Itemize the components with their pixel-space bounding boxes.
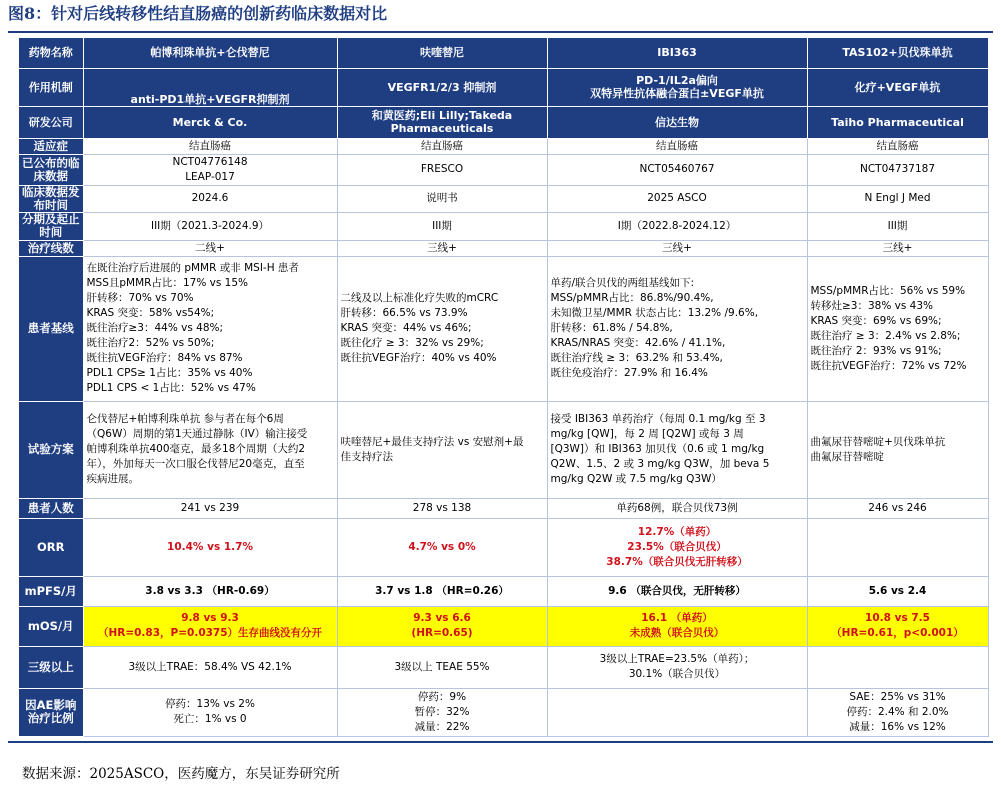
mechanism-line: anti-PD1单抗+VEGFR抑制剂 (130, 92, 290, 106)
regimen-line: 呋喹替尼+最佳支持疗法 vs 安慰剂+最 (340, 435, 524, 448)
baseline-line: KRAS 突变：69% vs 69%; (810, 314, 942, 327)
mos-line: 9.3 vs 6.6 (413, 612, 471, 624)
baseline-line: 既往抗VEGF治疗：84% vs 87% (86, 352, 243, 364)
published-cell (337, 154, 547, 185)
grade3-line: 3级以上TRAE：58.4% VS 42.1% (128, 660, 292, 673)
regimen-line: mg/kg [QW]，每 2 周 [Q2W] 或每 3 周 (550, 428, 744, 440)
row-label: 研发公司 (19, 106, 83, 138)
baseline-line: MSS/pMMR占比：56% vs 59% (810, 284, 966, 297)
grade3-cell (83, 646, 337, 688)
grade3-cell (547, 646, 807, 688)
row-pubtime (19, 185, 988, 212)
ae-line: 停药：9% (417, 690, 467, 703)
mos-cell (807, 606, 988, 646)
patients-cell: 278 vs 138 (337, 498, 547, 518)
ae-line: 暂停：32% (414, 705, 470, 718)
regimen-line: 仑伐替尼+帕博利珠单抗 参与者在每个6周 (86, 413, 284, 425)
row-label: 分期及起止时间 (19, 212, 83, 240)
orr-cell (807, 518, 988, 576)
mechanism-cell (807, 68, 988, 106)
regimen-line: Q2W、1.5、2 或 3 mg/kg Q3W，加 beva 5 (550, 458, 770, 470)
row-label: 治疗线数 (19, 240, 83, 256)
ae-line: 减量：22% (414, 720, 470, 733)
baseline-line: 转移灶≥3：38% vs 43% (810, 299, 934, 312)
mpfs-cell: 9.6 （联合贝伐，无肝转移） (547, 576, 807, 606)
lines-cell: 二线+ (83, 240, 337, 256)
row-company (19, 106, 988, 138)
mos-line: 未成熟（联合贝伐） (629, 627, 725, 639)
ae-line: 停药：2.4% 和 2.0% (846, 705, 949, 718)
company-cell (547, 106, 807, 138)
company-line: Taiho Pharmaceutical (831, 115, 964, 129)
regimen-cell (337, 401, 547, 498)
row-regimen (19, 401, 988, 498)
indication-cell: 结直肠癌 (547, 138, 807, 154)
top-rule (8, 31, 993, 33)
source-note: 数据来源：2025ASCO，医药魔方，东吴证券研究所 (22, 766, 340, 782)
orr-line: 23.5%（联合贝伐） (627, 540, 727, 553)
row-orr (19, 518, 988, 576)
baseline-line: 既往免疫治疗：27.9% 和 16.4% (550, 367, 708, 379)
baseline-line: 二线及以上标准化疗失败的mCRC (340, 292, 499, 304)
baseline-cell (547, 256, 807, 401)
baseline-line: 单药/联合贝伐的两组基线如下: (550, 277, 695, 289)
row-label: 临床数据发布时间 (19, 185, 83, 212)
published-line: NCT04737187 (859, 163, 936, 175)
orr-line: 4.7% vs 0% (408, 540, 476, 553)
orr-cell (547, 518, 807, 576)
lines-cell: 三线+ (547, 240, 807, 256)
mos-line: 16.1 （单药） (641, 612, 713, 624)
phase-cell: I期（2022.8-2024.12） (547, 212, 807, 240)
orr-cell (337, 518, 547, 576)
drug-name-cell: IBI363 (547, 38, 807, 68)
row-label: 作用机制 (19, 68, 83, 106)
row-label: 患者基线 (19, 256, 83, 401)
patients-cell: 241 vs 239 (83, 498, 337, 518)
mechanism-line: 化疗+VEGF单抗 (854, 80, 941, 94)
grade3-line: 3级以上TRAE=23.5%（单药）； (599, 653, 755, 665)
row-label: ORR (19, 518, 83, 576)
ae-cell (807, 688, 988, 736)
baseline-line: 既往抗VEGF治疗：40% vs 40% (340, 352, 497, 364)
row-drug (19, 38, 988, 68)
company-line: 和黄医药;Eli Lilly;Takeda (371, 109, 513, 122)
grade3-line: 30.1%（联合贝伐） (628, 668, 726, 680)
baseline-line: 既往抗VEGF治疗：72% vs 72% (810, 359, 967, 372)
baseline-cell (807, 256, 988, 401)
mos-line: 9.8 vs 9.3 (181, 612, 239, 624)
published-line: LEAP-017 (185, 170, 235, 183)
row-grade3 (19, 646, 988, 688)
baseline-line: 肝转移：66.5% vs 73.9% (340, 307, 468, 319)
mos-line: （HR=0.83，P=0.0375）生存曲线没有分开 (97, 627, 323, 639)
baseline-line: 既往化疗 ≥ 3：32% vs 29%; (340, 337, 484, 349)
mechanism-cell (547, 68, 807, 106)
baseline-line: 既往治疗 ≥ 3：2.4% vs 2.8%; (810, 329, 961, 342)
ae-cell (547, 688, 807, 736)
mos-cell (547, 606, 807, 646)
grade3-line: 3级以上 TEAE 55% (394, 660, 490, 673)
ae-line: 停药：13% vs 2% (165, 698, 255, 710)
mpfs-cell: 3.8 vs 3.3 （HR-0.69） (83, 576, 337, 606)
baseline-line: 肝转移：61.8% / 54.8%, (550, 322, 673, 334)
drug-name-cell: 呋喹替尼 (337, 38, 547, 68)
row-patients (19, 498, 988, 518)
regimen-cell (83, 401, 337, 498)
phase-cell: III期 (337, 212, 547, 240)
regimen-line: 接受 IBI363 单药治疗（每周 0.1 mg/kg 至 3 (550, 413, 766, 425)
mpfs-cell: 3.7 vs 1.8 （HR=0.26） (337, 576, 547, 606)
patients-cell: 246 vs 246 (807, 498, 988, 518)
drug-name-cell: TAS102+贝伐珠单抗 (807, 38, 988, 68)
baseline-line: 未知微卫星/MMR 状态占比：13.2% /9.6%, (550, 307, 759, 319)
mechanism-line: VEGFR1/2/3 抑制剂 (387, 80, 497, 94)
published-line: FRESCO (420, 163, 464, 175)
baseline-line: MSS且pMMR占比：17% vs 15% (86, 277, 249, 289)
row-label: 三级以上 (19, 646, 83, 688)
orr-line: 10.4% vs 1.7% (167, 540, 253, 553)
company-line: Pharmaceuticals (390, 122, 494, 135)
regimen-line: 曲氟尿苷替嘧啶 (810, 450, 884, 463)
company-line: Merck & Co. (172, 115, 248, 129)
baseline-line: KRAS/NRAS 突变：42.6% / 41.1%, (550, 337, 726, 349)
row-label: 因AE影响治疗比例 (19, 688, 83, 736)
ae-line: SAE：25% vs 31% (849, 690, 946, 703)
row-indication (19, 138, 988, 154)
published-cell (807, 154, 988, 185)
bottom-rule (8, 741, 993, 743)
baseline-line: 既往治疗≥3：44% vs 48%; (86, 322, 224, 334)
regimen-line: 年），外加每天一次口服仑伐替尼20毫克，直至 (86, 458, 305, 470)
row-baseline (19, 256, 988, 401)
patients-cell: 单药68例，联合贝伐73例 (547, 498, 807, 518)
row-label: 已公布的临床数据 (19, 154, 83, 185)
row-ae (19, 688, 988, 736)
published-cell (83, 154, 337, 185)
mechanism-cell (83, 68, 337, 106)
baseline-line: KRAS 突变：44% vs 46%; (340, 322, 472, 334)
ae-line: 死亡：1% vs 0 (173, 713, 247, 725)
baseline-line: PDL1 CPS < 1占比：52% vs 47% (86, 382, 256, 394)
pubtime-cell: 说明书 (337, 185, 547, 212)
regimen-line: （Q6W）周期的第1天通过静脉（IV）输注接受 (86, 428, 308, 440)
baseline-cell (83, 256, 337, 401)
ae-line: 减量：16% vs 12% (849, 720, 946, 733)
published-cell (547, 154, 807, 185)
baseline-line: KRAS 突变：58% vs54%; (86, 307, 215, 319)
orr-line: 38.7%（联合贝伐无肝转移） (606, 555, 748, 568)
ae-cell (83, 688, 337, 736)
mos-line: (HR=0.65) (411, 627, 473, 639)
mpfs-cell: 5.6 vs 2.4 (807, 576, 988, 606)
row-label: mPFS/月 (19, 576, 83, 606)
baseline-line: MSS/pMMR占比：86.8%/90.4%, (550, 292, 714, 304)
baseline-line: PDL1 CPS≥ 1占比：35% vs 40% (86, 367, 253, 379)
grade3-cell (337, 646, 547, 688)
indication-cell: 结直肠癌 (337, 138, 547, 154)
row-phase (19, 212, 988, 240)
regimen-line: 帕博利珠单抗400毫克，最多18个周期（大约2 (86, 443, 306, 455)
row-label: 患者人数 (19, 498, 83, 518)
regimen-cell (547, 401, 807, 498)
baseline-line: 既往治疗线 ≥ 3：63.2% 和 53.4%, (550, 352, 723, 364)
lines-cell: 三线+ (807, 240, 988, 256)
baseline-line: 既往治疗 2：93% vs 91%; (810, 344, 942, 357)
regimen-line: 疾病进展。 (86, 473, 139, 485)
mos-line: （HR=0.61，p<0.001） (831, 627, 964, 639)
figure-title: 图8：针对后线转移性结直肠癌的创新药临床数据对比 (8, 4, 388, 23)
regimen-cell (807, 401, 988, 498)
lines-cell: 三线+ (337, 240, 547, 256)
regimen-line: mg/kg Q2W 或 7.5 mg/kg Q3W） (550, 473, 722, 485)
orr-cell (83, 518, 337, 576)
row-label: 适应症 (19, 138, 83, 154)
pubtime-cell: N Engl J Med (807, 185, 988, 212)
regimen-line: 佳支持疗法 (340, 450, 393, 463)
baseline-cell (337, 256, 547, 401)
regimen-line: 曲氟尿苷替嘧啶+贝伐珠单抗 (810, 435, 946, 448)
phase-cell: III期 (807, 212, 988, 240)
mos-cell (83, 606, 337, 646)
pubtime-cell: 2025 ASCO (547, 185, 807, 212)
indication-cell: 结直肠癌 (807, 138, 988, 154)
mos-line: 10.8 vs 7.5 (865, 612, 930, 624)
drug-name-cell: 帕博利珠单抗+仑伐替尼 (83, 38, 337, 68)
phase-cell: III期（2021.3-2024.9） (83, 212, 337, 240)
row-label: 试验方案 (19, 401, 83, 498)
company-cell (83, 106, 337, 138)
ae-cell (337, 688, 547, 736)
row-label: mOS/月 (19, 606, 83, 646)
row-label: 药物名称 (19, 38, 83, 68)
company-cell (807, 106, 988, 138)
mechanism-line: 双特异性抗体融合蛋白±VEGF单抗 (590, 87, 764, 100)
pubtime-cell: 2024.6 (83, 185, 337, 212)
indication-cell: 结直肠癌 (83, 138, 337, 154)
company-cell (337, 106, 547, 138)
baseline-line: 肝转移：70% vs 70% (86, 292, 194, 304)
published-line: NCT05460767 (639, 163, 715, 175)
baseline-line: 既往治疗2：52% vs 50%; (86, 337, 215, 349)
regimen-line: [Q3W]）和 IBI363 加贝伐（0.6 或 1 mg/kg (550, 443, 765, 455)
baseline-line: 在既往治疗后进展的 pMMR 或非 MSI-H 患者 (86, 262, 299, 274)
row-mos (19, 606, 988, 646)
published-line: NCT04776148 (172, 155, 248, 168)
grade3-cell (807, 646, 988, 688)
mos-cell (337, 606, 547, 646)
mechanism-cell (337, 68, 547, 106)
comparison-table (19, 38, 989, 737)
mechanism-line: PD-1/IL2a偏向 (636, 74, 718, 87)
orr-line: 12.7%（单药） (637, 525, 717, 538)
company-line: 信达生物 (655, 115, 699, 129)
row-mechanism (19, 68, 988, 106)
row-mpfs (19, 576, 988, 606)
row-published (19, 154, 988, 185)
row-lines (19, 240, 988, 256)
